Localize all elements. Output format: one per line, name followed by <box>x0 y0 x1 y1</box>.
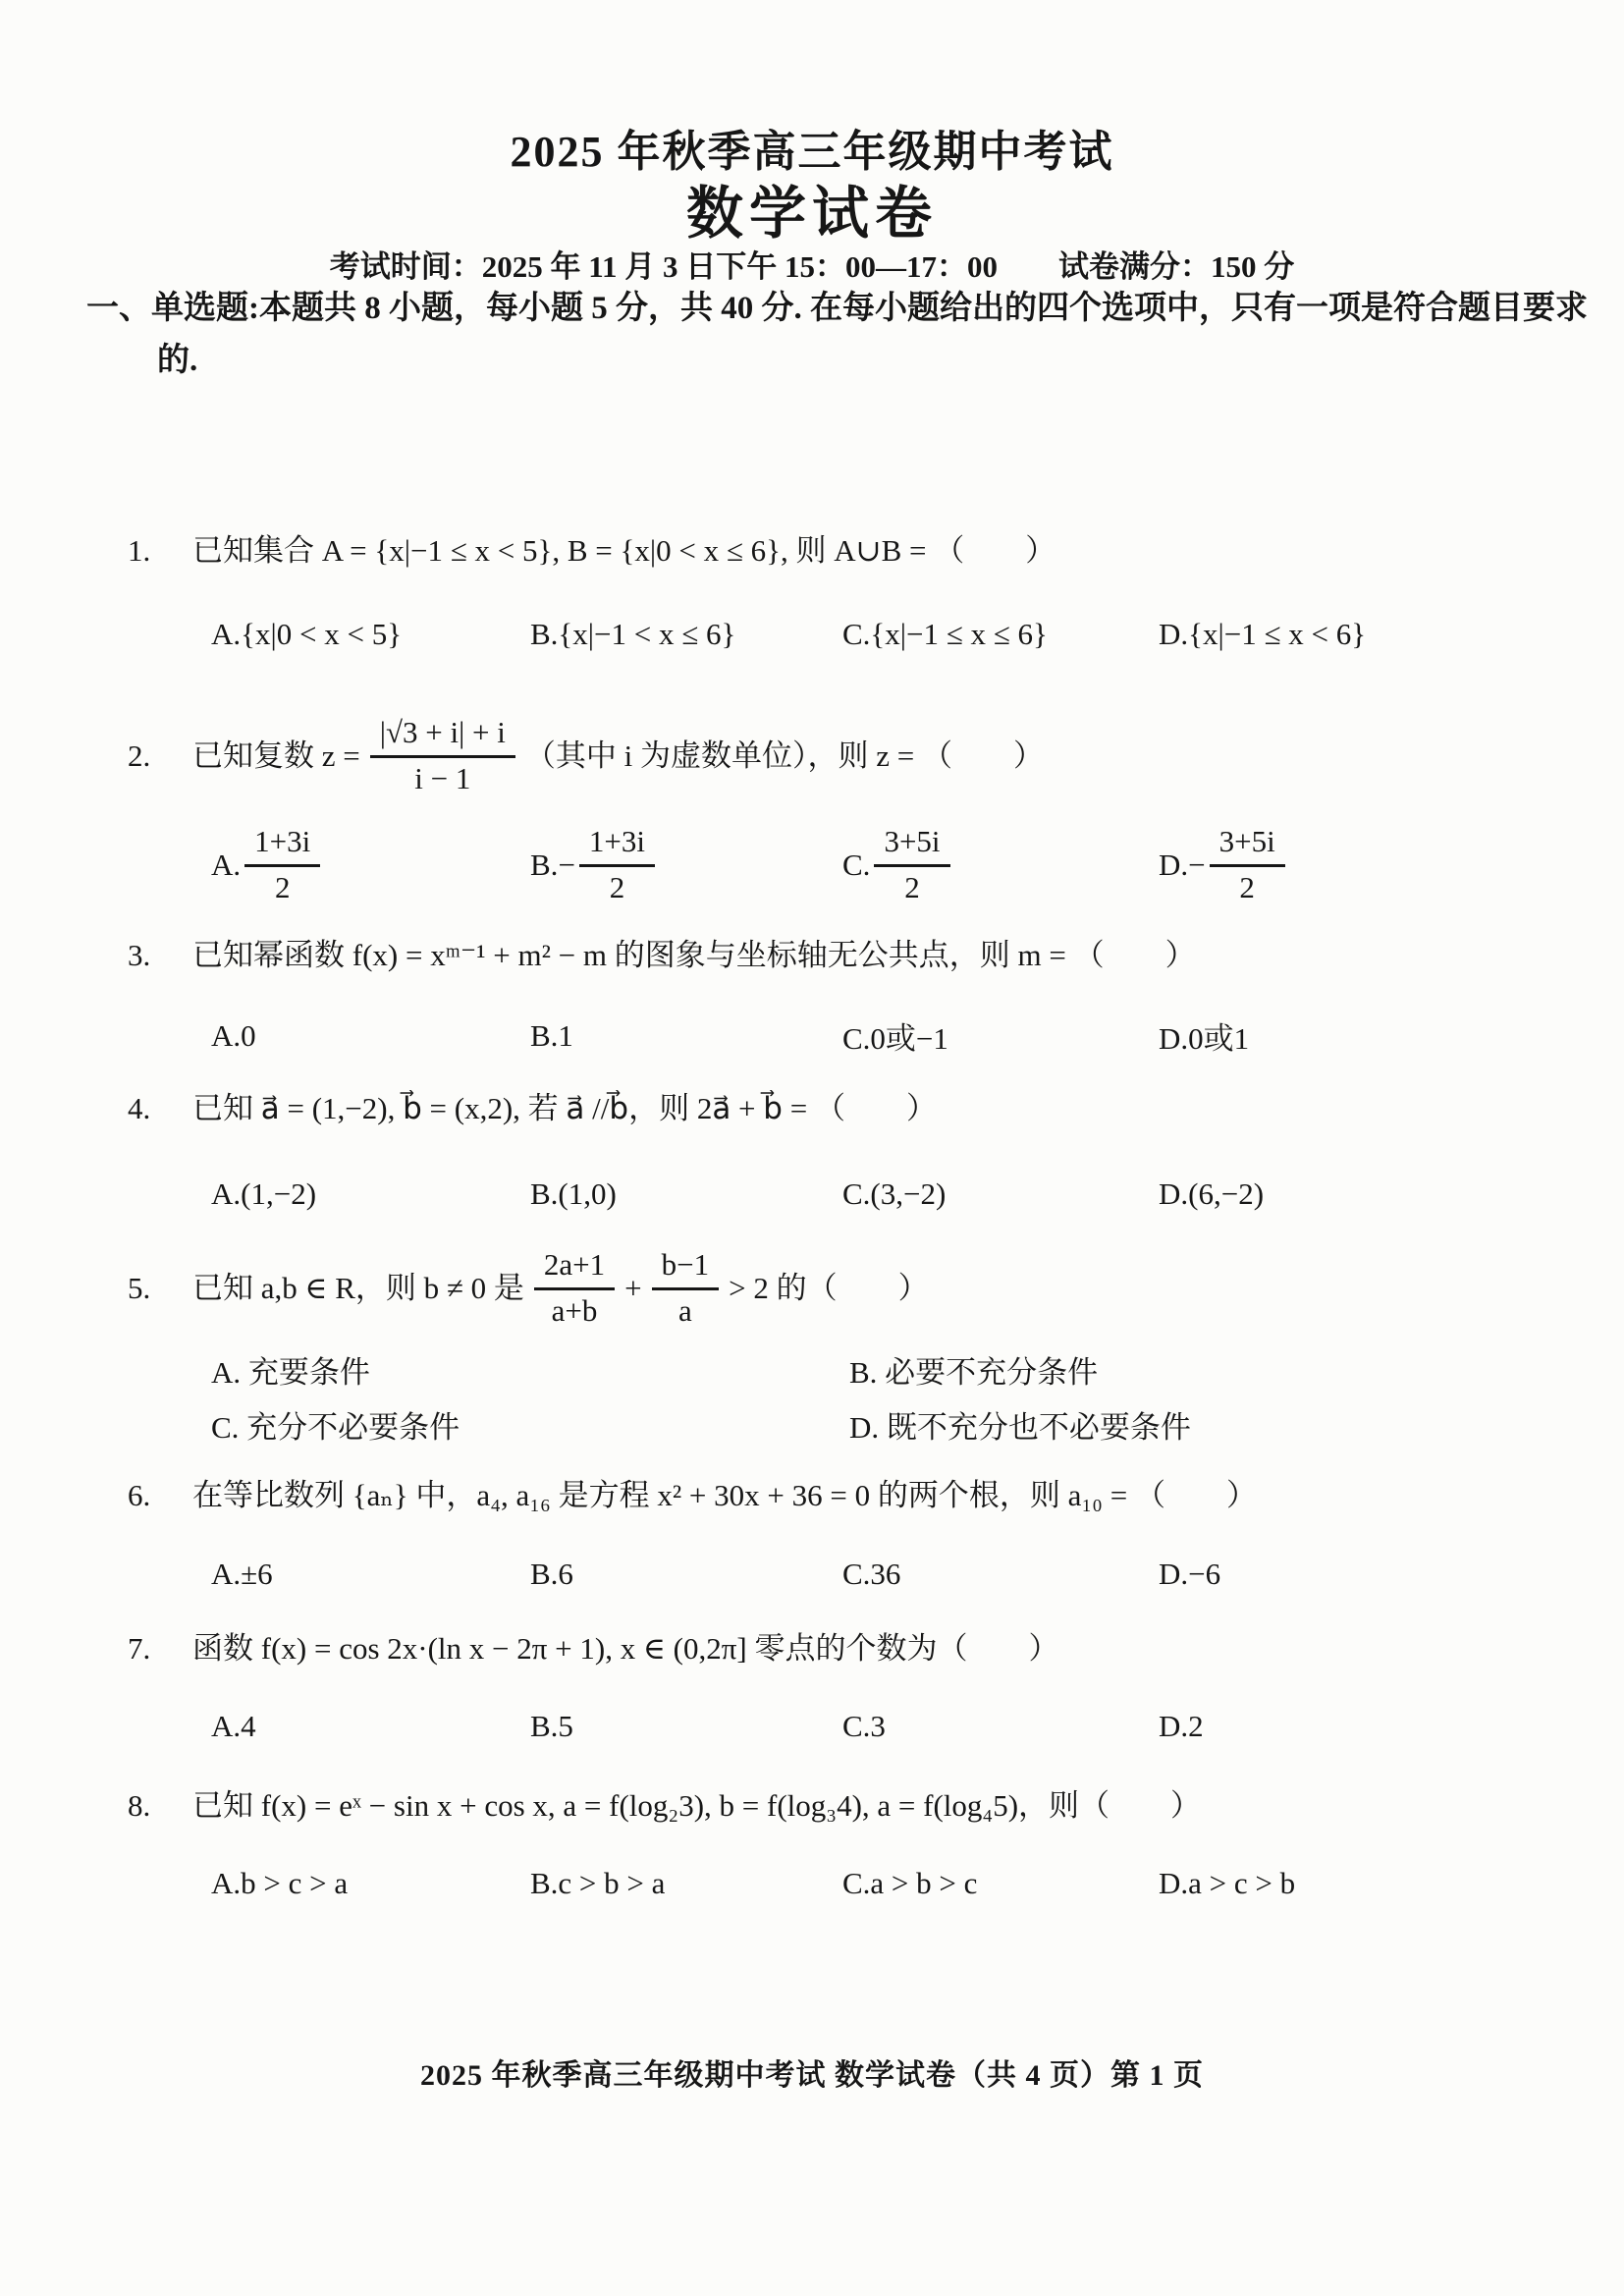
exam-info-line: 考试时间：2025 年 11 月 3 日下午 15：00—17：00 试卷满分：150 分 <box>329 249 1295 284</box>
option-d: D.a > c > b <box>1159 1866 1296 1900</box>
fraction-numerator: 3+5i <box>1210 823 1285 867</box>
option-sign: − <box>1188 847 1206 882</box>
option-d: D.0或1 <box>1159 1021 1250 1056</box>
paper-subject-title: 数学试卷 <box>685 182 938 246</box>
question-5 <box>128 1230 1575 1347</box>
option-d: D.−6 <box>1159 1557 1221 1591</box>
question-7 <box>128 1628 1575 1669</box>
option-c: C.a > b > c <box>842 1866 978 1900</box>
option-b: B.{x|−1 < x ≤ 6} <box>530 617 736 651</box>
question-6-stem: 在等比数列 {aₙ} 中，a₄, a₁₆ 是方程 x² + 30x + 36 = 0 的两个根，则 a₁₀ = （ ） <box>192 1478 1257 1512</box>
question-7-number: 7. <box>128 1631 151 1666</box>
fraction-numerator: b−1 <box>652 1246 719 1290</box>
fraction-denominator: a <box>678 1293 692 1328</box>
question-4-number: 4. <box>128 1091 151 1125</box>
question-7-options <box>211 1709 1585 1744</box>
option-a: A.{x|0 < x < 5} <box>211 617 403 651</box>
option-sign: − <box>558 847 575 882</box>
option-c: C. 充分不必要条件 <box>211 1410 460 1445</box>
option-c: C.0或−1 <box>842 1021 948 1056</box>
question-5-number: 5. <box>128 1271 151 1306</box>
section-header: 一、单选题:本题共 8 小题，每小题 5 分，共 40 分. 在每小题给出的四个选项中，只有一项是符合题目要求的. <box>86 291 1588 378</box>
question-4-options <box>211 1176 1585 1212</box>
option-b: B.(1,0) <box>530 1176 617 1211</box>
option-b: B.6 <box>530 1557 573 1591</box>
fraction-numerator: |√3 + i| + i <box>370 714 515 758</box>
option-label: C. <box>842 847 871 882</box>
question-7-stem: 函数 f(x) = cos 2x·(ln x − 2π + 1), x ∈ (0,2π] 零点的个数为（ ） <box>192 1631 1059 1666</box>
question-8-stem: 已知 f(x) = eˣ − sin x + cos x, a = f(log₂3), b = f(log₃4), a = f(log₄5)，则（ ） <box>192 1788 1202 1823</box>
question-3-options <box>211 1013 1585 1058</box>
question-3-stem: 已知幂函数 f(x) = xᵐ⁻¹ + m² − m 的图象与坐标轴无公共点，则 m = （ ） <box>192 938 1196 972</box>
option-a <box>211 823 530 907</box>
question-8-options <box>211 1866 1585 1901</box>
question-2-stem-post: （其中 i 为虚数单位），则 z = （ ） <box>524 738 1044 774</box>
question-1-options <box>211 617 1585 652</box>
option-d <box>1159 823 1585 907</box>
question-2-options <box>211 823 1585 907</box>
question-5-options-row-1 <box>211 1347 1585 1392</box>
exam-title: 2025 年秋季高三年级期中考试 <box>510 128 1114 176</box>
option-a: A. 充要条件 <box>211 1355 370 1390</box>
question-5-stem-post: > 2 的（ ） <box>729 1271 929 1306</box>
option-fraction <box>1210 823 1285 907</box>
option-a: A.b > c > a <box>211 1866 349 1900</box>
fraction-denominator: 2 <box>1239 869 1255 904</box>
question-5-fraction-2 <box>652 1246 719 1331</box>
question-5-options-row-2 <box>211 1402 1585 1447</box>
option-label: A. <box>211 847 242 882</box>
option-a: A.0 <box>211 1017 256 1053</box>
question-1-stem: 已知集合 A = {x|−1 ≤ x < 5}, B = {x|0 < x ≤ 6}, 则 A∪B = （ ） <box>192 533 1056 568</box>
question-4 <box>128 1088 1575 1129</box>
option-a: A.(1,−2) <box>211 1176 317 1211</box>
question-6 <box>128 1475 1575 1516</box>
question-5-stem-pre: 已知 a,b ∈ R，则 b ≠ 0 是 <box>192 1271 524 1306</box>
option-d: D. 既不充分也不必要条件 <box>849 1410 1191 1445</box>
fraction-denominator: a+b <box>551 1293 598 1328</box>
question-2-number: 2. <box>128 738 151 774</box>
question-2 <box>128 687 1575 825</box>
question-3 <box>128 935 1575 976</box>
question-6-options <box>211 1557 1585 1592</box>
option-label: D. <box>1159 847 1189 882</box>
fraction-numerator: 3+5i <box>874 823 949 867</box>
question-8 <box>128 1785 1575 1827</box>
option-b: B.c > b > a <box>530 1866 666 1900</box>
fraction-denominator: 2 <box>904 869 920 904</box>
option-c: C.{x|−1 ≤ x ≤ 6} <box>842 617 1048 651</box>
option-fraction <box>874 823 949 907</box>
question-5-plus-sign: + <box>624 1271 642 1306</box>
fraction-denominator: i − 1 <box>414 761 471 795</box>
question-2-fraction <box>370 714 515 798</box>
option-c: C.(3,−2) <box>842 1176 947 1211</box>
option-b: B. 必要不充分条件 <box>849 1355 1099 1390</box>
question-8-number: 8. <box>128 1788 151 1823</box>
option-fraction <box>579 823 655 907</box>
option-b: B.1 <box>530 1017 573 1053</box>
question-2-stem-pre: 已知复数 z = <box>192 738 360 774</box>
option-c: C.3 <box>842 1709 886 1743</box>
option-b <box>530 823 842 907</box>
option-d: D.{x|−1 ≤ x < 6} <box>1159 617 1367 651</box>
option-label: B. <box>530 847 559 882</box>
page-footer: 2025 年秋季高三年级期中考试 数学试卷（共 4 页）第 1 页 <box>420 2059 1204 2092</box>
question-4-stem: 已知 a⃗ = (1,−2), b⃗ = (x,2), 若 a⃗ //b⃗，则 2a⃗ + b⃗ = （ ） <box>192 1091 937 1125</box>
question-1-number: 1. <box>128 533 151 568</box>
fraction-numerator: 1+3i <box>244 823 320 867</box>
question-3-number: 3. <box>128 938 151 972</box>
fraction-denominator: 2 <box>609 869 625 904</box>
fraction-numerator: 1+3i <box>579 823 655 867</box>
option-c: C.36 <box>842 1557 901 1591</box>
question-5-fraction-1 <box>534 1246 615 1331</box>
question-1 <box>128 530 1575 572</box>
option-d: D.(6,−2) <box>1159 1176 1265 1211</box>
fraction-denominator: 2 <box>274 869 291 904</box>
question-6-number: 6. <box>128 1478 151 1512</box>
option-d: D.2 <box>1159 1709 1204 1743</box>
fraction-numerator: 2a+1 <box>534 1246 615 1290</box>
option-b: B.5 <box>530 1709 573 1743</box>
option-a: A.±6 <box>211 1557 273 1591</box>
option-c <box>842 823 1159 907</box>
option-fraction <box>244 823 320 907</box>
option-a: A.4 <box>211 1709 256 1743</box>
